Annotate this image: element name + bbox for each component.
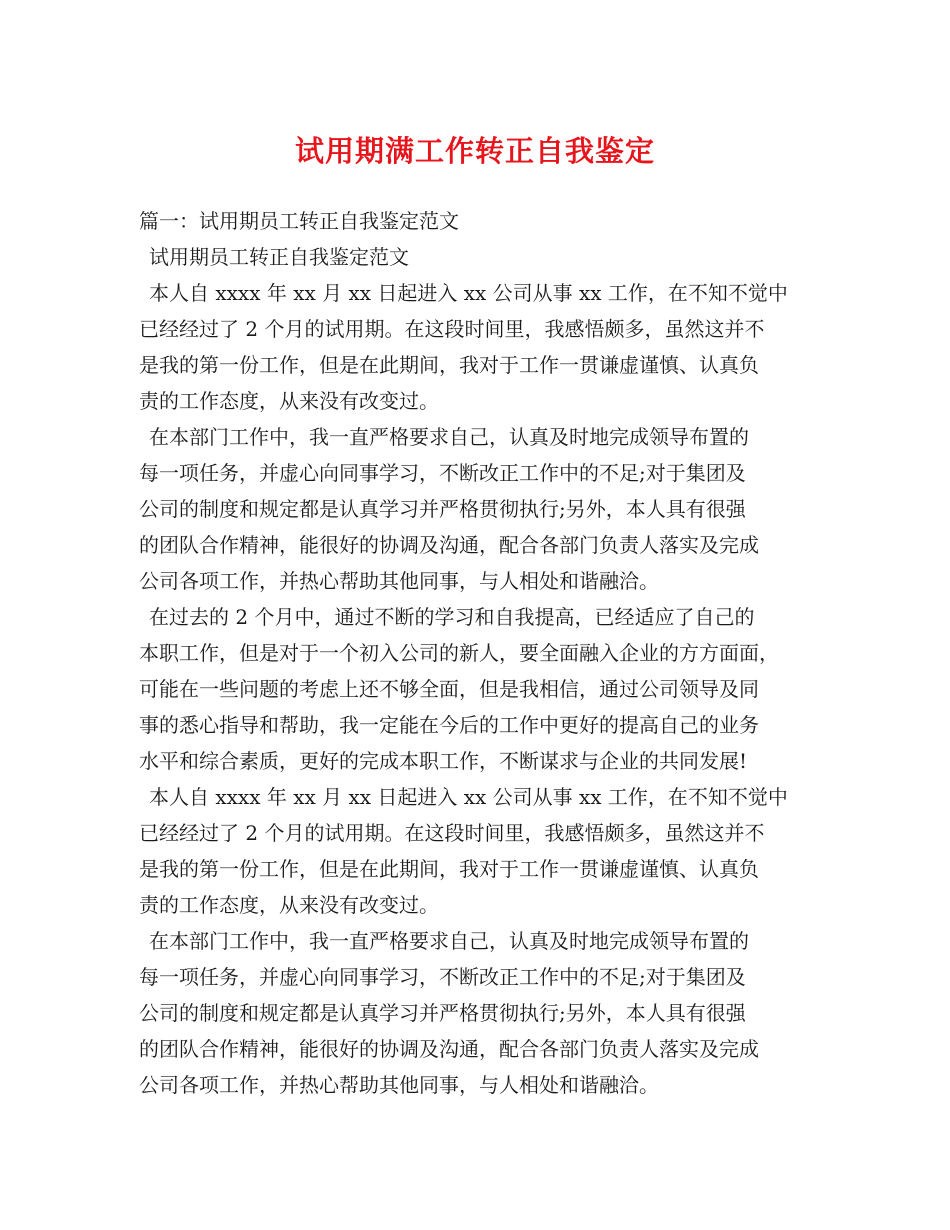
text-line: 事的悉心指导和帮助，我一定能在今后的工作中更好的提高自己的业务 (139, 713, 759, 737)
text-line: 的团队合作精神，能很好的协调及沟通，配合各部门负责人落实及完成 (139, 1037, 759, 1061)
text-line: 公司各项工作，并热心帮助其他同事，与人相处和谐融洽。 (139, 569, 659, 593)
text-line: 本职工作，但是对于一个初入公司的新人，要全面融入企业的方方面面， (139, 641, 779, 665)
text-line: 可能在一些问题的考虑上还不够全面，但是我相信，通过公司领导及同 (139, 677, 759, 701)
text-line: 公司的制度和规定都是认真学习并严格贯彻执行;另外，本人具有很强 (139, 497, 746, 521)
text-line: 已经经过了 2 个月的试用期。在这段时间里，我感悟颇多，虽然这并不 (139, 317, 765, 341)
text-line: 已经经过了 2 个月的试用期。在这段时间里，我感悟颇多，虽然这并不 (139, 821, 765, 845)
text-line: 本人自 xxxx 年 xx 月 xx 日起进入 xx 公司从事 xx 工作，在不知不觉中 (149, 785, 788, 809)
document-body (139, 203, 827, 1103)
text-line: 在过去的 2 个月中，通过不断的学习和自我提高，已经适应了自己的 (149, 605, 755, 629)
text-line: 在本部门工作中，我一直严格要求自己，认真及时地完成领导布置的 (149, 425, 749, 449)
text-line: 公司各项工作，并热心帮助其他同事，与人相处和谐融洽。 (139, 1073, 659, 1097)
text-line: 本人自 xxxx 年 xx 月 xx 日起进入 xx 公司从事 xx 工作，在不知不觉中 (149, 281, 788, 305)
document-title: 试用期满工作转正自我鉴定 (294, 134, 655, 168)
text-line: 责的工作态度，从来没有改变过。 (139, 893, 439, 917)
text-line: 每一项任务，并虚心向同事学习，不断改正工作中的不足;对于集团及 (139, 461, 746, 485)
text-line: 每一项任务，并虚心向同事学习，不断改正工作中的不足;对于集团及 (139, 965, 746, 989)
text-line: 是我的第一份工作，但是在此期间，我对于工作一贯谦虚谨慎、认真负 (139, 353, 759, 377)
text-line: 是我的第一份工作，但是在此期间，我对于工作一贯谦虚谨慎、认真负 (139, 857, 759, 881)
text-line: 的团队合作精神，能很好的协调及沟通，配合各部门负责人落实及完成 (139, 533, 759, 557)
text-line: 在本部门工作中，我一直严格要求自己，认真及时地完成领导布置的 (149, 929, 749, 953)
text-line: 公司的制度和规定都是认真学习并严格贯彻执行;另外，本人具有很强 (139, 1001, 746, 1025)
text-line: 责的工作态度，从来没有改变过。 (139, 389, 439, 413)
text-line: 篇一：试用期员工转正自我鉴定范文 (139, 209, 459, 233)
text-line: 试用期员工转正自我鉴定范文 (149, 245, 409, 269)
text-line: 水平和综合素质，更好的完成本职工作，不断谋求与企业的共同发展! (139, 749, 748, 773)
